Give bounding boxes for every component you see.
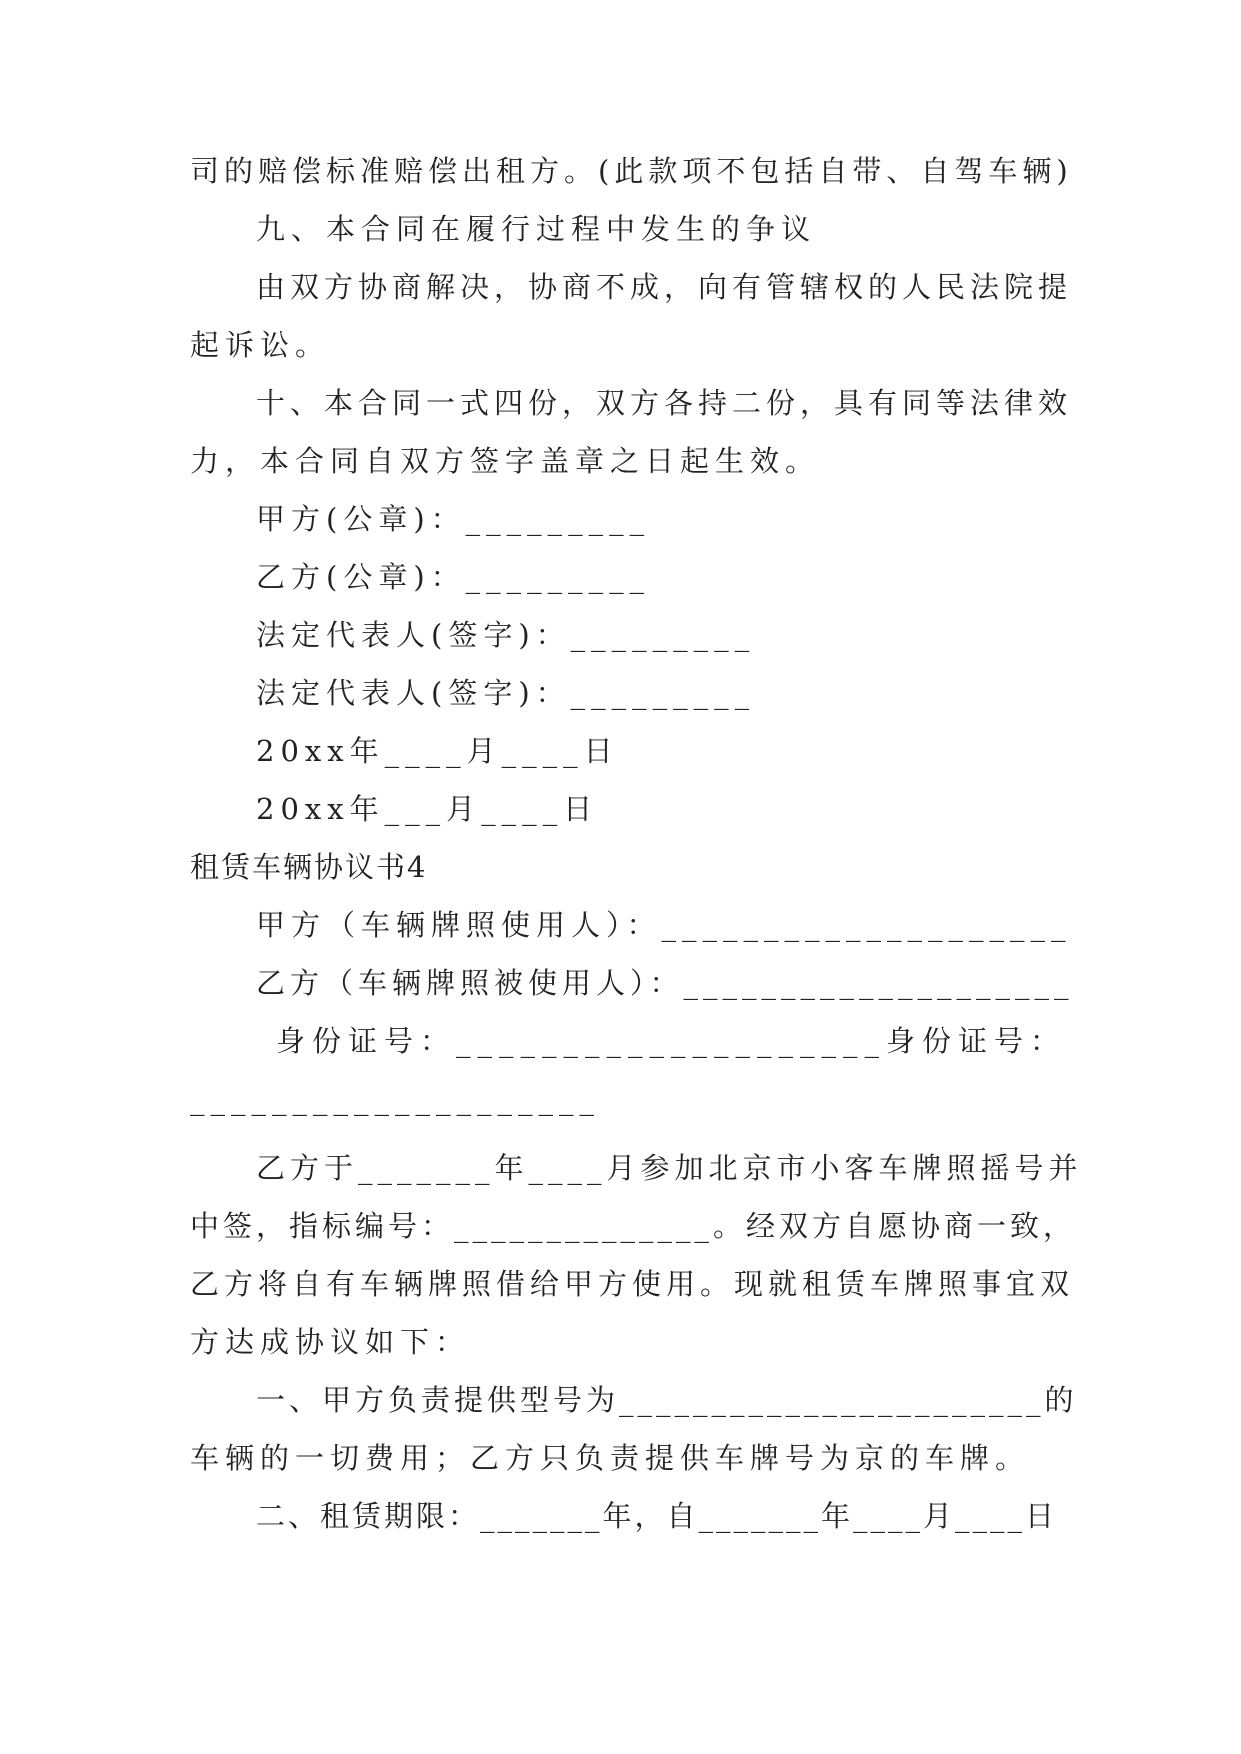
text-line: 中签，指标编号：______________。经双方自愿协商一致，: [190, 1209, 1077, 1243]
text-line: 乙方于_______年____月参加北京市小客车牌照摇号并: [256, 1151, 1083, 1185]
date-line: 20xx年____月____日: [256, 734, 619, 768]
text-line: 力，本合同自双方签字盖章之日起生效。: [190, 444, 821, 478]
text-line: 司的赔偿标准赔偿出租方。(此款项不包括自带、自驾车辆): [190, 154, 1073, 188]
text-line: 方达成协议如下：: [190, 1325, 471, 1359]
signature-line-party-b: 乙方(公章)：_________: [256, 560, 651, 594]
text-line: 车辆的一切费用；乙方只负责提供车牌号为京的车牌。: [190, 1441, 1031, 1475]
text-line: 十、本合同一式四份，双方各持二份，具有同等法律效: [256, 386, 1073, 420]
text-line: 起诉讼。: [190, 328, 331, 362]
date-line: 20xx年___月____日: [256, 792, 599, 826]
clause-heading: 九、本合同在履行过程中发生的争议: [256, 212, 817, 246]
party-a-line: 甲方（车辆牌照使用人）：____________________: [256, 908, 1072, 942]
id-number-line: 身份证号：____________________身份证号：: [276, 1024, 1067, 1058]
section-title: 租赁车辆协议书4: [190, 850, 428, 884]
signature-line-representative: 法定代表人(签字)：_________: [256, 618, 756, 652]
signature-line-party-a: 甲方(公章)：_________: [256, 502, 651, 536]
clause-line: 二、租赁期限：_______年，自_______年____月____日: [256, 1499, 1058, 1533]
text-line: 由双方协商解决，协商不成，向有管辖权的人民法院提: [256, 270, 1073, 304]
party-b-line: 乙方（车辆牌照被使用人）：____________________: [256, 966, 1074, 1000]
signature-line-representative: 法定代表人(签字)：_________: [256, 676, 756, 710]
id-number-blank: ____________________: [190, 1082, 600, 1116]
text-line: 乙方将自有车辆牌照借给甲方使用。现就租赁车牌照事宜双: [190, 1267, 1075, 1301]
clause-line: 一、甲方负责提供型号为_______________________的: [256, 1383, 1078, 1417]
